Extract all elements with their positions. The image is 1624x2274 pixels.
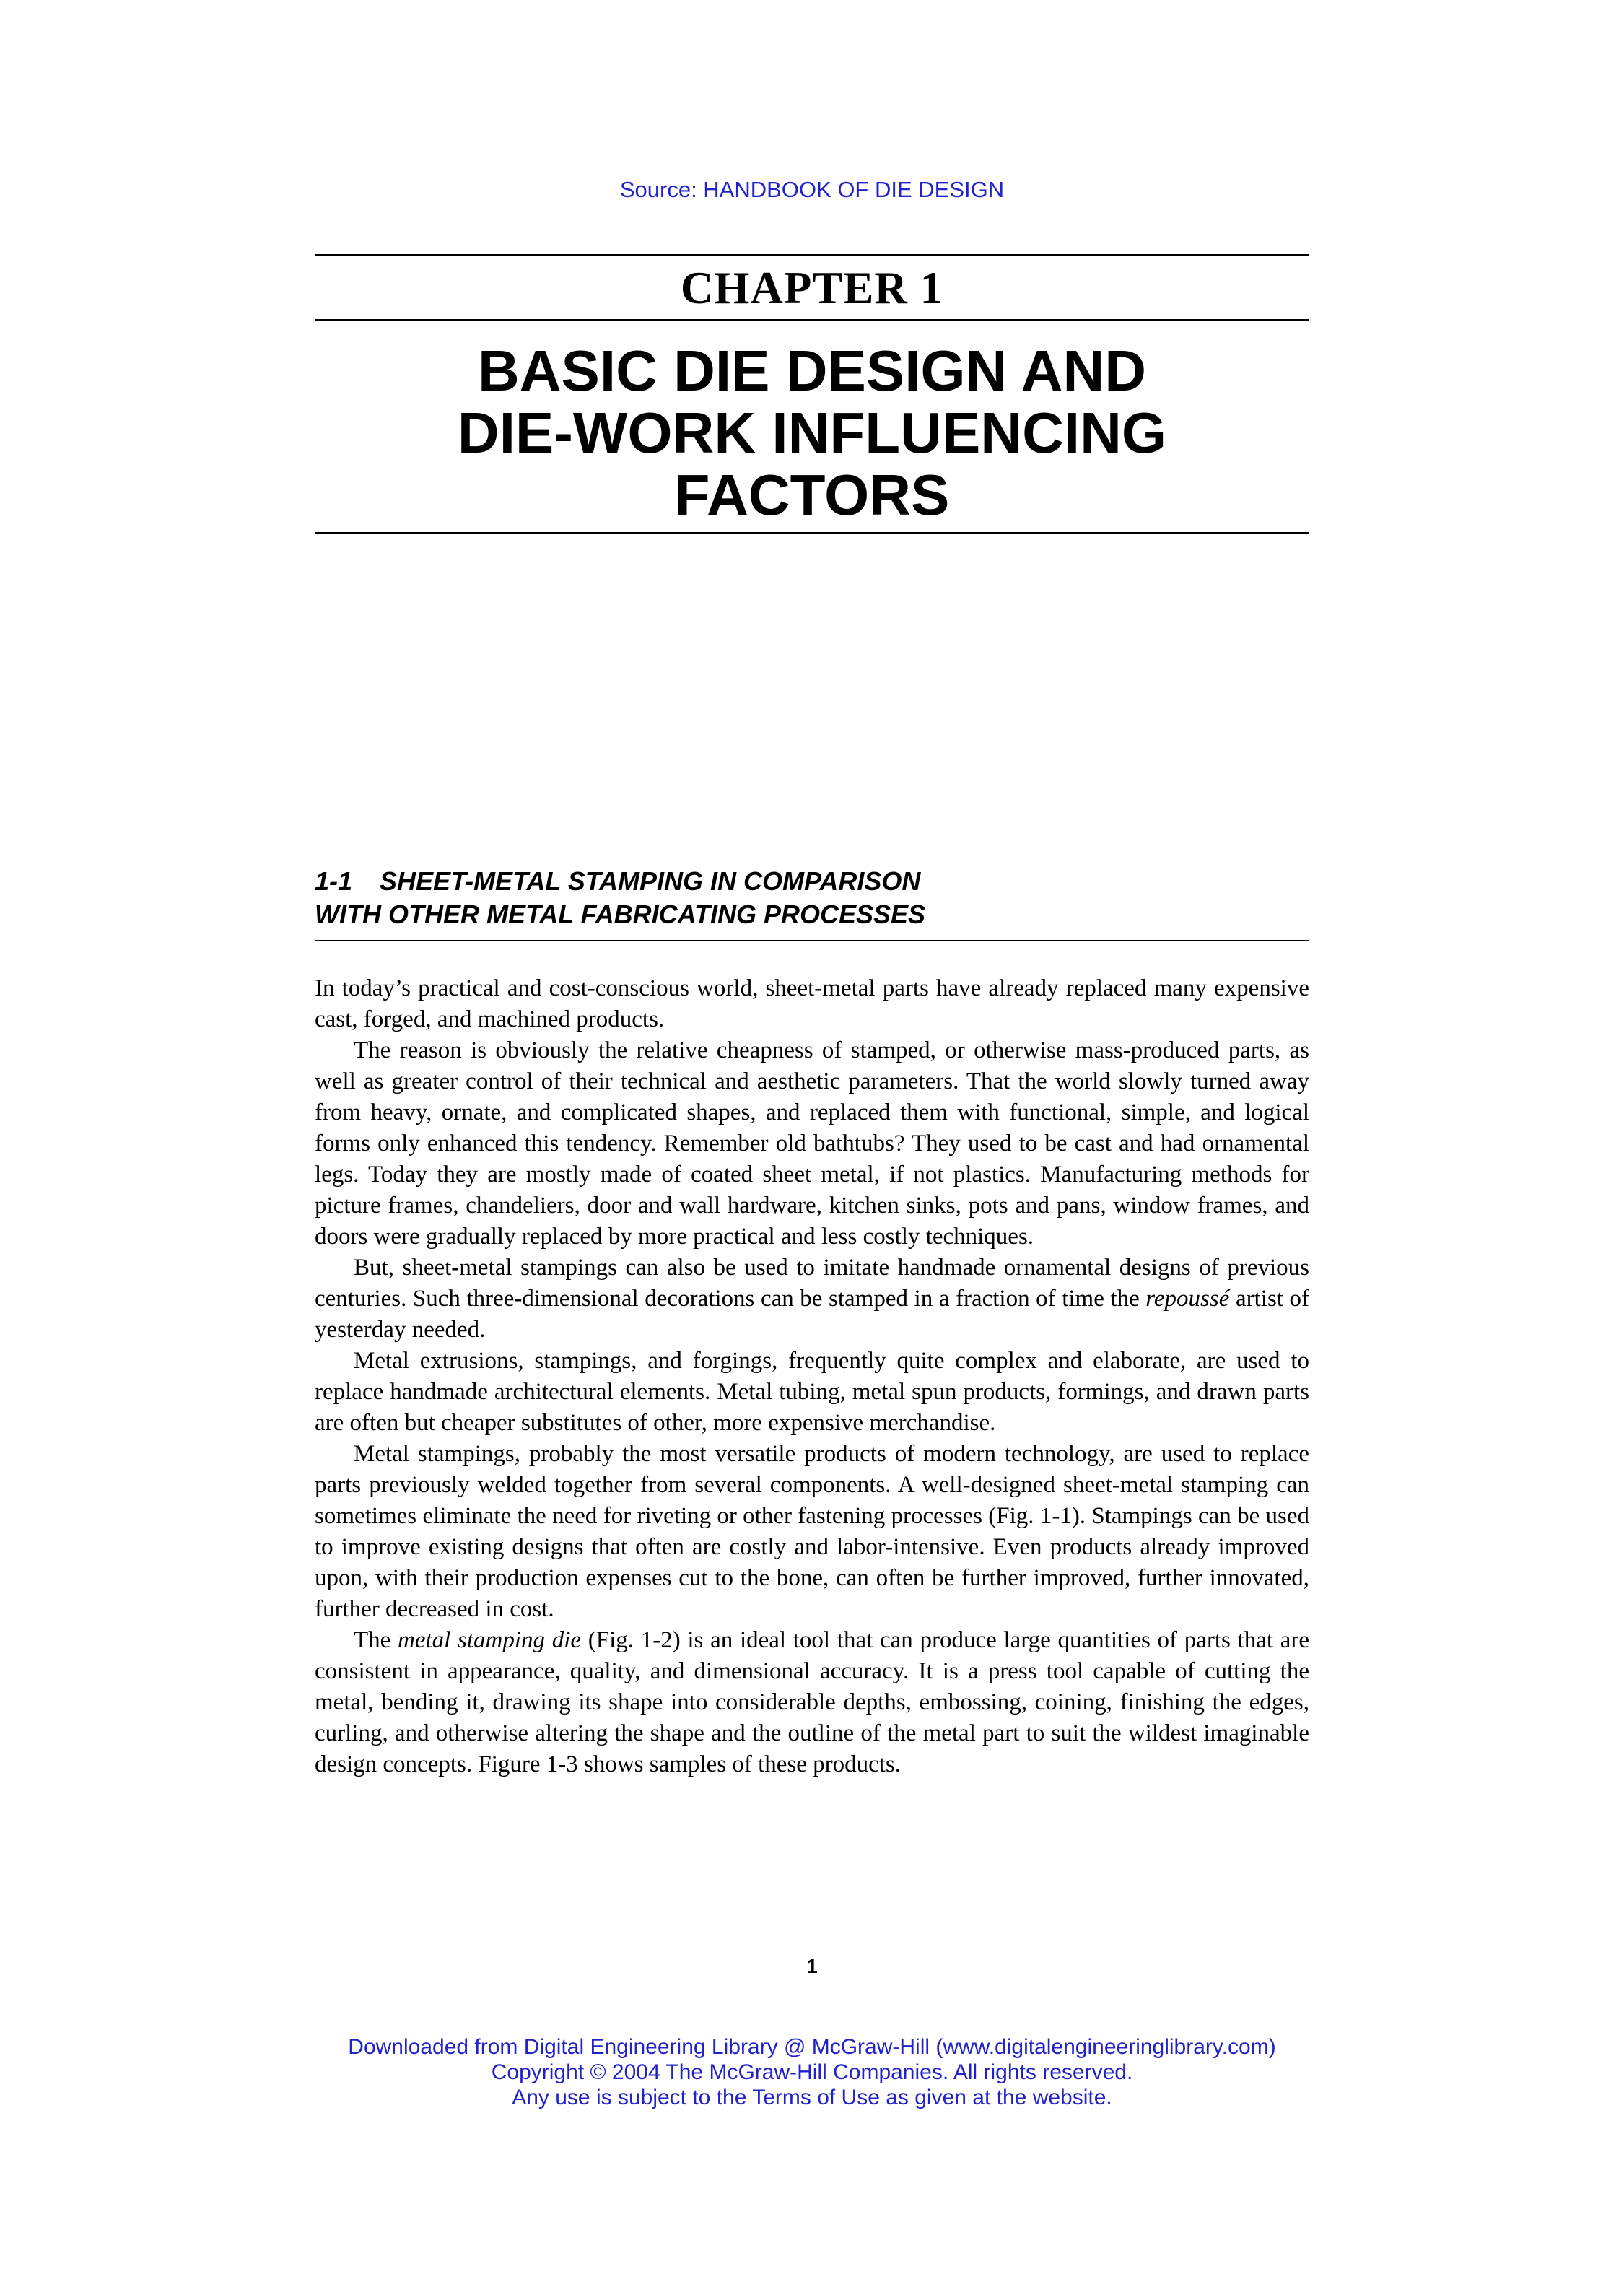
- section-heading-line-2: WITH OTHER METAL FABRICATING PROCESSES: [315, 899, 926, 929]
- page-number: 1: [806, 1955, 818, 1977]
- footer-line: Any use is subject to the Terms of Use as given at the website.: [512, 2086, 1112, 2109]
- paragraph: [315, 1625, 1309, 1780]
- chapter-title-line: BASIC DIE DESIGN AND: [477, 339, 1146, 403]
- chapter-title-line: DIE-WORK INFLUENCING: [457, 401, 1167, 465]
- footer-line: Copyright © 2004 The McGraw-Hill Companies. All rights reserved.: [491, 2060, 1133, 2084]
- divider: [315, 940, 1309, 941]
- paragraph: [315, 1346, 1309, 1439]
- section-heading: [315, 865, 1309, 931]
- footer-line: Downloaded from Digital Engineering Library @ McGraw-Hill (www.digitalengineeringlibrary.com): [348, 2035, 1276, 2059]
- paragraph-text: Metal stampings, probably the most versatile products of modern technology, are used to replace parts previously welded together from several components. A well-designed sheet-metal stamping can sometimes eliminate the need for riveting or other fastening processes (Fig. 1-1). Stampings can be used to improve existing designs that often are costly and labor-intensive. Even products already improved upon, with their production expenses cut to the bone, can often be further improved, further innovated, further decreased in cost.: [315, 1441, 1309, 1622]
- paragraph-text: But, sheet-metal stampings can also be used to imitate handmade ornamental designs of previous centuries. Such three-dimensional decorations can be stamped in a fraction of time the: [315, 1255, 1309, 1312]
- body-text: [315, 973, 1309, 1780]
- divider: [315, 532, 1309, 534]
- chapter-label: CHAPTER 1: [680, 263, 944, 313]
- paragraph-text: In today’s practical and cost-conscious world, sheet-metal parts have already replaced many expensive cast, forged, and machined products.: [315, 975, 1309, 1032]
- content-column: [315, 0, 1309, 1780]
- paragraph-text: The reason is obviously the relative cheapness of stamped, or otherwise mass-produced parts, as well as greater control of their technical and aesthetic parameters. That the world slowly turned away from heavy, ornate, and complicated shapes, and replaced them with functional, simple, and logical forms only enhanced this tendency. Remember old bathtubs? They used to be cast and had ornamental legs. Today they are mostly made of coated sheet metal, if not plastics. Manufacturing methods for picture frames, chandeliers, door and wall hardware, kitchen sinks, pots and pans, window frames, and doors were gradually replaced by more practical and less costly techniques.: [315, 1037, 1309, 1250]
- paragraph: [315, 1253, 1309, 1346]
- paragraph-text: The: [354, 1627, 398, 1653]
- paragraph-text: (Fig. 1-2) is an ideal tool that can produce large quantities of parts that are consistent in appearance, quality, and dimensional accuracy. It is a press tool capable of cutting the metal, bending it, drawing its shape into considerable depths, embossing, coining, finishing the edges, curling, and otherwise altering the shape and the outline of the metal part to suit the wildest imaginable design concepts. Figure 1-3 shows samples of these products.: [315, 1627, 1309, 1777]
- paragraph: [315, 1439, 1309, 1625]
- source-note: Source: HANDBOOK OF DIE DESIGN: [619, 177, 1005, 202]
- paragraph: [315, 1035, 1309, 1253]
- divider: [315, 319, 1309, 321]
- paragraph: [315, 973, 1309, 1035]
- section-title-part-1: SHEET-METAL STAMPING IN COMPARISON: [380, 866, 921, 896]
- section-number: 1-1: [315, 866, 353, 896]
- italic-term: repoussé: [1145, 1286, 1230, 1312]
- divider: [315, 254, 1309, 256]
- section-heading-line-1: [315, 865, 1309, 898]
- paragraph-text: Metal extrusions, stampings, and forgings, frequently quite complex and elaborate, are used to replace handmade architectural elements. Metal tubing, metal spun products, formings, and drawn parts are often but cheaper substitutes of other, more expensive merchandise.: [315, 1348, 1309, 1436]
- italic-term: metal stamping die: [398, 1627, 582, 1653]
- chapter-title: [315, 340, 1309, 526]
- paragraph-text: artist of yesterday needed.: [315, 1286, 1309, 1343]
- chapter-title-line: FACTORS: [674, 463, 950, 527]
- footer: [0, 2034, 1624, 2110]
